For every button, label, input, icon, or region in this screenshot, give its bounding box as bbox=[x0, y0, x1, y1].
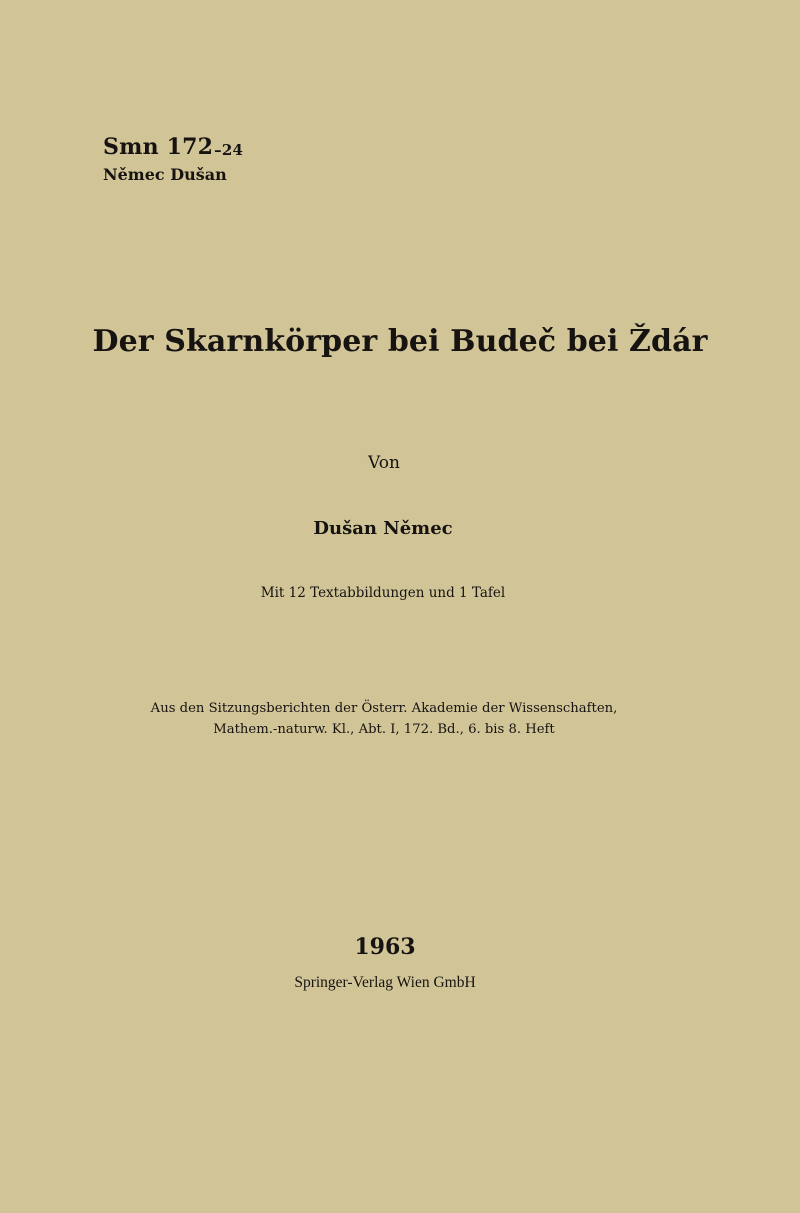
series-code-suffix: –24 bbox=[214, 141, 244, 159]
author-name: Dušan Němec bbox=[313, 518, 453, 539]
series-header bbox=[103, 136, 243, 183]
series-author: Němec Dušan bbox=[103, 165, 227, 184]
series-code bbox=[103, 136, 243, 158]
figures-note: Mit 12 Textabbildungen und 1 Tafel bbox=[260, 585, 506, 601]
source-note bbox=[0, 698, 784, 740]
publication-year: 1963 bbox=[354, 934, 416, 960]
document-title: Der Skarnkörper bei Budeč bei Ždár bbox=[92, 324, 708, 359]
source-line-1: Aus den Sitzungsberichten der Österr. Akademie der Wissenschaften, bbox=[150, 701, 618, 716]
publisher: Springer-Verlag Wien GmbH bbox=[294, 974, 476, 991]
byline-von: Von bbox=[368, 453, 400, 473]
source-line-2: Mathem.-naturw. Kl., Abt. I, 172. Bd., 6. bis 8. Heft bbox=[213, 722, 555, 737]
series-code-main: Smn 172 bbox=[103, 134, 214, 160]
